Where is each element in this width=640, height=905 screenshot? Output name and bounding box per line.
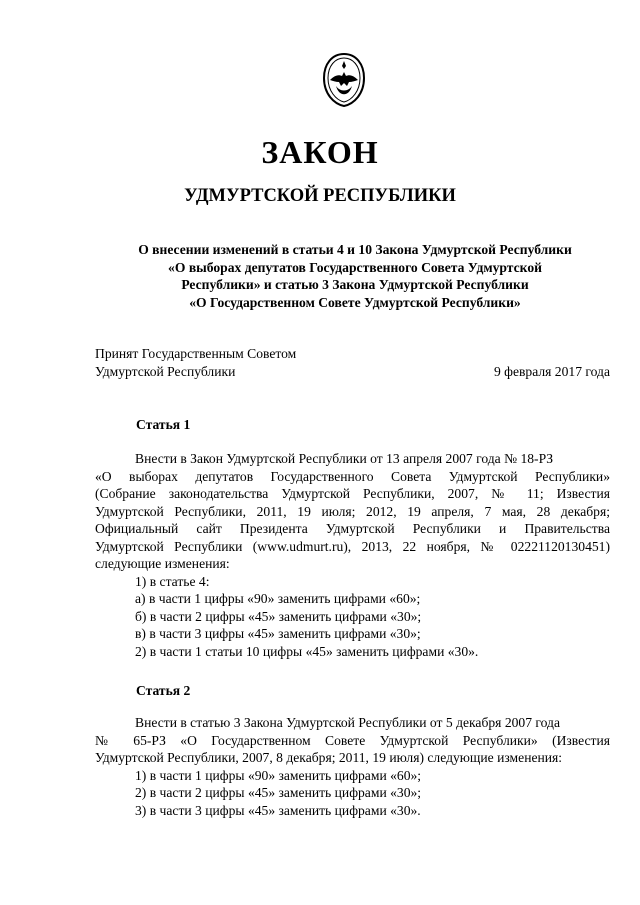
text-line: (Собрание законодательства Удмуртской Республики, 2007, № 11; Известия (95, 486, 610, 501)
law-heading (95, 241, 615, 311)
text-line: № 65-РЗ «О Государственном Совете Удмуртской Республики» (Известия (95, 732, 610, 748)
text-line: следующие изменения: (95, 556, 230, 571)
list-item: а) в части 1 цифры «90» заменить цифрами «60»; (135, 591, 421, 606)
text-line: Внести в статью 3 Закона Удмуртской Республики от 5 декабря 2007 года (135, 715, 560, 730)
text-line: Официальный сайт Президента Удмуртской Республики и Правительства (95, 521, 610, 536)
document-type-title: ЗАКОН (261, 134, 379, 170)
list-item: 2) в части 1 статьи 10 цифры «45» заменить цифрами «30». (135, 643, 479, 659)
article-1-body (95, 450, 610, 660)
adoption-block (95, 345, 610, 380)
list-item: 3) в части 3 цифры «45» заменить цифрами «30». (135, 802, 421, 818)
text-line: Удмуртской Республики (www.udmurt.ru), 2013, 22 ноября, № 02221120130451) (95, 538, 610, 554)
article-2-body (95, 714, 610, 819)
text-line: Удмуртской Республики, 2011, 19 июля; 2012, 19 апреля, 7 мая, 28 декабря; (95, 503, 610, 519)
law-heading-line: «О выборах депутатов Государственного Совета Удмуртской (168, 259, 542, 275)
text-line: «О выборах депутатов Государственного Совета Удмуртской Республики» (95, 468, 610, 484)
list-item: 2) в части 2 цифры «45» заменить цифрами «30»; (135, 785, 422, 800)
list-item: 1) в статье 4: (135, 573, 210, 589)
republic-subtitle: УДМУРТСКОЙ РЕСПУБЛИКИ (184, 186, 456, 206)
law-heading-line: «О Государственном Совете Удмуртской Республики» (189, 294, 521, 310)
law-heading-line: Республики» и статью 3 Закона Удмуртской Республики (181, 277, 529, 292)
adopted-by-line: Удмуртской Республики (95, 363, 236, 379)
list-item: 1) в части 1 цифры «90» заменить цифрами «60»; (135, 767, 422, 783)
list-item: б) в части 2 цифры «45» заменить цифрами «30»; (135, 608, 422, 624)
text-line: Внести в Закон Удмуртской Республики от 13 апреля 2007 года № 18-РЗ (135, 451, 554, 466)
coat-of-arms-emblem (322, 52, 366, 108)
adopted-by-line: Принят Государственным Советом (95, 346, 297, 361)
list-item: в) в части 3 цифры «45» заменить цифрами «30»; (135, 626, 421, 641)
article-1-title: Статья 1 (136, 417, 191, 432)
article-2-title: Статья 2 (136, 683, 191, 698)
adoption-date: 9 февраля 2017 года (493, 363, 610, 379)
law-heading-line: О внесении изменений в статьи 4 и 10 Закона Удмуртской Республики (138, 242, 572, 257)
text-line: Удмуртской Республики, 2007, 8 декабря; 2011, 19 июля) следующие изменения: (95, 750, 563, 765)
